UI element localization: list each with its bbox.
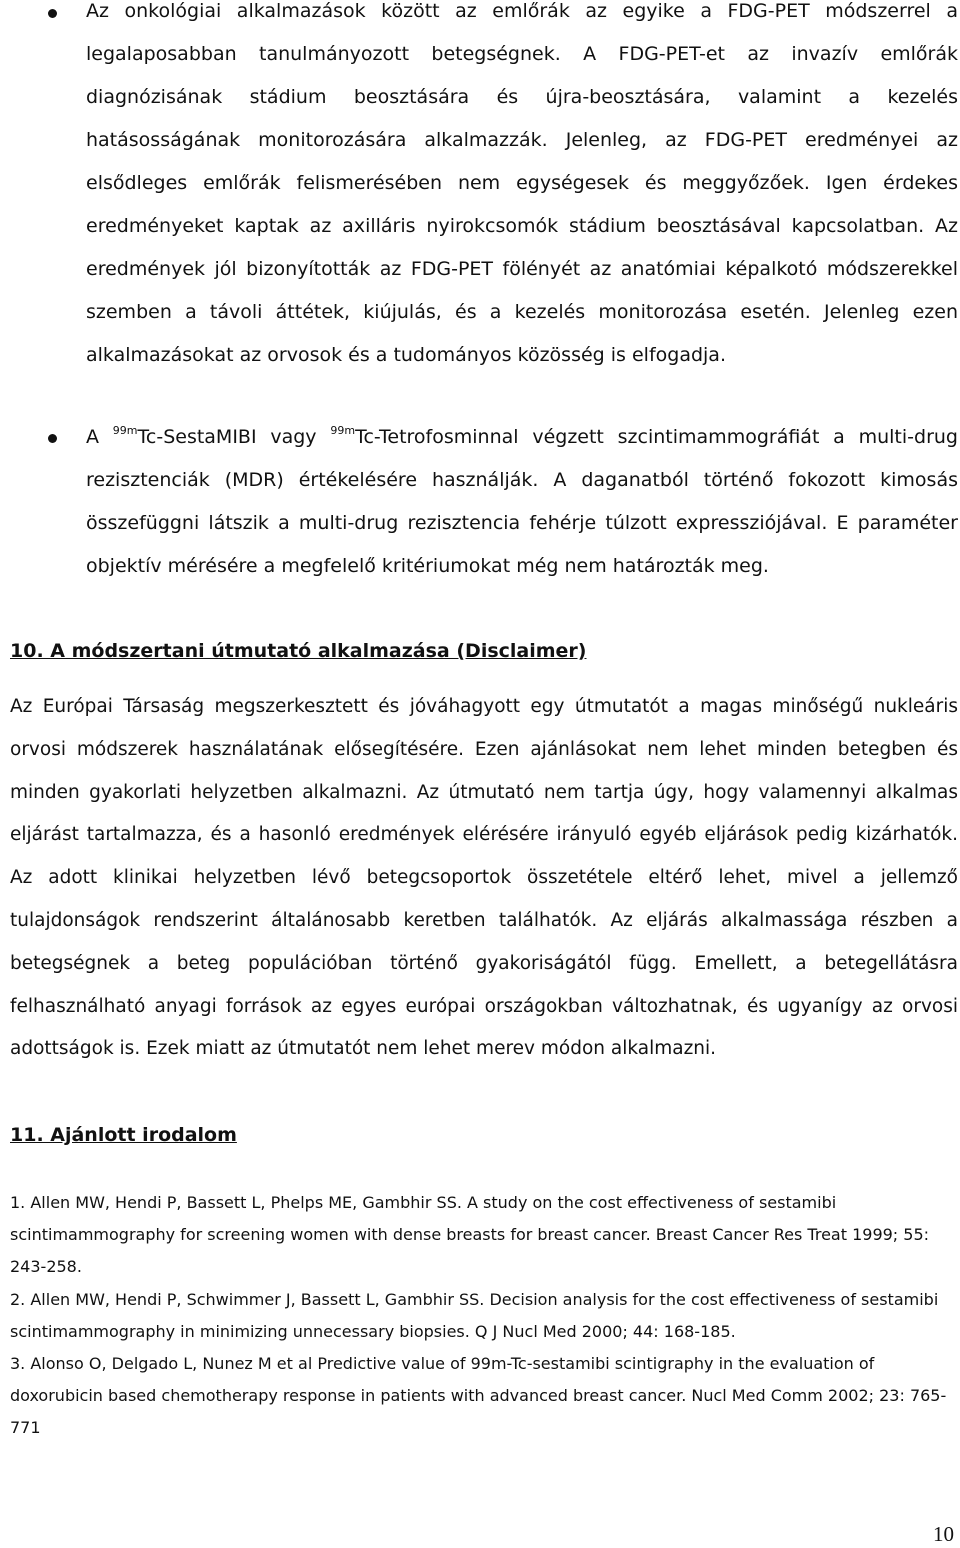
isotope-superscript: 99m bbox=[330, 424, 356, 437]
disclaimer-paragraph: Az Európai Társaság megszerkesztett és jóváhagyott egy útmutatót a magas minőségű nukleáris orvosi módszerek használatának elősegítésére. Ezen ajánlásokat nem lehet minden betegben és minden gyakorlati helyzetben alkalmazni. Az útmutató nem tartja úgy, hogy valamennyi alkalmas eljárást tartalmazza, és a hasonló eredmények elérésére irányuló egyéb eljárások pedig kizárhatók. Az adott klinikai helyzetben lévő betegcsoportok összetétele eltérő lehet, mivel a jellemző tulajdonságok rendszerint általánosabb keretben találhatók. Az eljárás alkalmassága részben a betegségnek a beteg populációban történő gyakoriságától függ. Emellett, a betegellátásra felhasználható anyagi források az egyes európai országokban változhatnak, és ugyanígy az orvosi adottságok is. Ezek miatt az útmutatót nem lehet merev módon alkalmazni. bbox=[10, 696, 958, 1060]
section-heading-references: 11. Ajánlott irodalom bbox=[10, 1124, 237, 1146]
bullet-paragraph-sestamibi bbox=[86, 416, 958, 588]
reference-list bbox=[10, 1187, 958, 1445]
section-heading-disclaimer: 10. A módszertani útmutató alkalmazása (Disclaimer) bbox=[10, 640, 587, 662]
bullet-marker bbox=[48, 9, 57, 18]
bullet-marker bbox=[48, 434, 57, 443]
bullet-prefix: A bbox=[86, 426, 99, 448]
bullet-text-part: Tc-SestaMIBI vagy bbox=[137, 426, 317, 448]
bullet-text-part: Tc-Tetrofosminnal végzett szcintimammográfiát a multi-drug rezisztenciák (MDR) értékelésére használják. A daganatból történő fokozott kimosás összefüggni látszik a multi-drug rezisztencia fehérje túlzott expressziójával. E paraméter objektív mérésére a megfelelő kritériumokat még nem határozták meg. bbox=[86, 426, 958, 577]
reference-item: 2. Allen MW, Hendi P, Schwimmer J, Bassett L, Gambhir SS. Decision analysis for the cost effectiveness of sestamibi scintimammography in minimizing unnecessary biopsies. Q J Nucl Med 2000; 44: 168-185. bbox=[10, 1289, 939, 1341]
isotope-superscript: 99m bbox=[112, 424, 138, 437]
reference-item: 1. Allen MW, Hendi P, Bassett L, Phelps ME, Gambhir SS. A study on the cost effectiveness of sestamibi scintimammography for screening women with dense breasts for breast cancer. Breast Cancer Res Treat 1999; 55: 243-258. bbox=[10, 1193, 930, 1277]
bullet-paragraph-fdg-pet: Az onkológiai alkalmazások között az emlőrák az egyike a FDG-PET módszerrel a legalaposabban tanulmányozott betegségnek. A FDG-PET-et az invazív emlőrák diagnózisának stádium beosztására és újra-beosztására, valamint a kezelés hatásosságának monitorozására alkalmazzák. Jelenleg, az FDG-PET eredményei az elsődleges emlőrák felismerésében nem egységesek és meggyőzőek. Igen érdekes eredményeket kaptak az axilláris nyirokcsomók stádium beosztásával kapcsolatban. Az eredmények jól bizonyították az FDG-PET fölényét az anatómiai képalkotó módszerekkel szemben a távoli áttétek, kiújulás, és a kezelés monitorozása esetén. Jelenleg ezen alkalmazásokat az orvosok és a tudományos közösség is elfogadja. bbox=[86, 0, 958, 366]
reference-item: 3. Alonso O, Delgado L, Nunez M et al Predictive value of 99m-Tc-sestamibi scintigraphy in the evaluation of doxorubicin based chemotherapy response in patients with advanced breast cancer. Nucl Med Comm 2002; 23: 765-771 bbox=[10, 1354, 947, 1438]
page-number: 10 bbox=[933, 1522, 954, 1546]
